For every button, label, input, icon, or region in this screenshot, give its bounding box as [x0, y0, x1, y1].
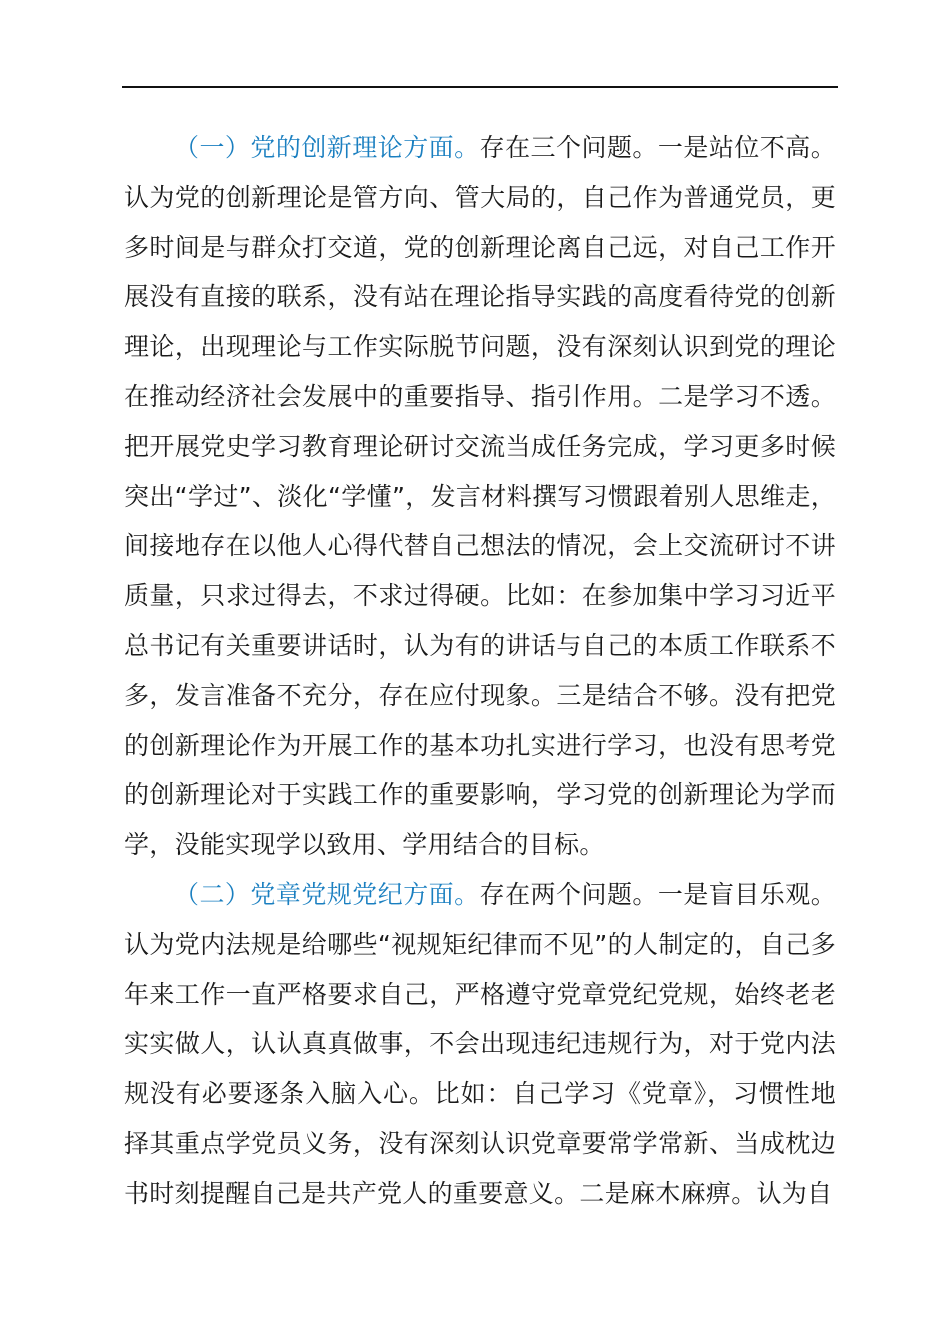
section-body-party-rules: 存在两个问题。一是盲目乐观。认为党内法规是给哪些“视规矩纪律而不见”的人制定的，自己多年来工作一直严格要求自己，严格遵守党章党纪党规，始终老老实实做人，认认真真做事，不会出现违纪违规行为，对于党内法规没有必要逐条入脑入心。比如：自己学习《党章》，习惯性地择其重点学党员义务，没有深刻认识党章要常学常新、当成枕边书时刻提醒自己是共产党人的重要意义。二是麻木麻痹。认为自: [124, 879, 837, 1208]
paragraph-party-rules: [124, 870, 836, 1219]
header-rule: [122, 86, 838, 88]
section-heading-theory: （一）党的创新理论方面。: [174, 133, 480, 162]
section-body-theory: 存在三个问题。一是站位不高。认为党的创新理论是管方向、管大局的，自己作为普通党员，更多时间是与群众打交道，党的创新理论离自己远，对自己工作开展没有直接的联系，没有站在理论指导实践的高度看待党的创新理论，出现理论与工作实际脱节问题，没有深刻认识到党的理论在推动经济社会发展中的重要指导、指引作用。二是学习不透。把开展党史学习教育理论研讨交流当成任务完成，学习更多时候突出“学过”、淡化“学懂”，发言材料撰写习惯跟着别人思维走，间接地存在以他人心得代替自己想法的情况，会上交流研讨不讲质量，只求过得去，不求过得硬。比如：在参加集中学习习近平总书记有关重要讲话时，认为有的讲话与自己的本质工作联系不多，发言准备不充分，存在应付现象。三是结合不够。没有把党的创新理论作为开展工作的基本功扎实进行学习，也没有思考党的创新理论对于实践工作的重要影响，学习党的创新理论为学而学，没能实现学以致用、学用结合的目标。: [124, 133, 837, 860]
document-body: [124, 123, 836, 1219]
paragraph-theory: [124, 123, 836, 870]
section-heading-party-rules: （二）党章党规党纪方面。: [174, 879, 480, 909]
